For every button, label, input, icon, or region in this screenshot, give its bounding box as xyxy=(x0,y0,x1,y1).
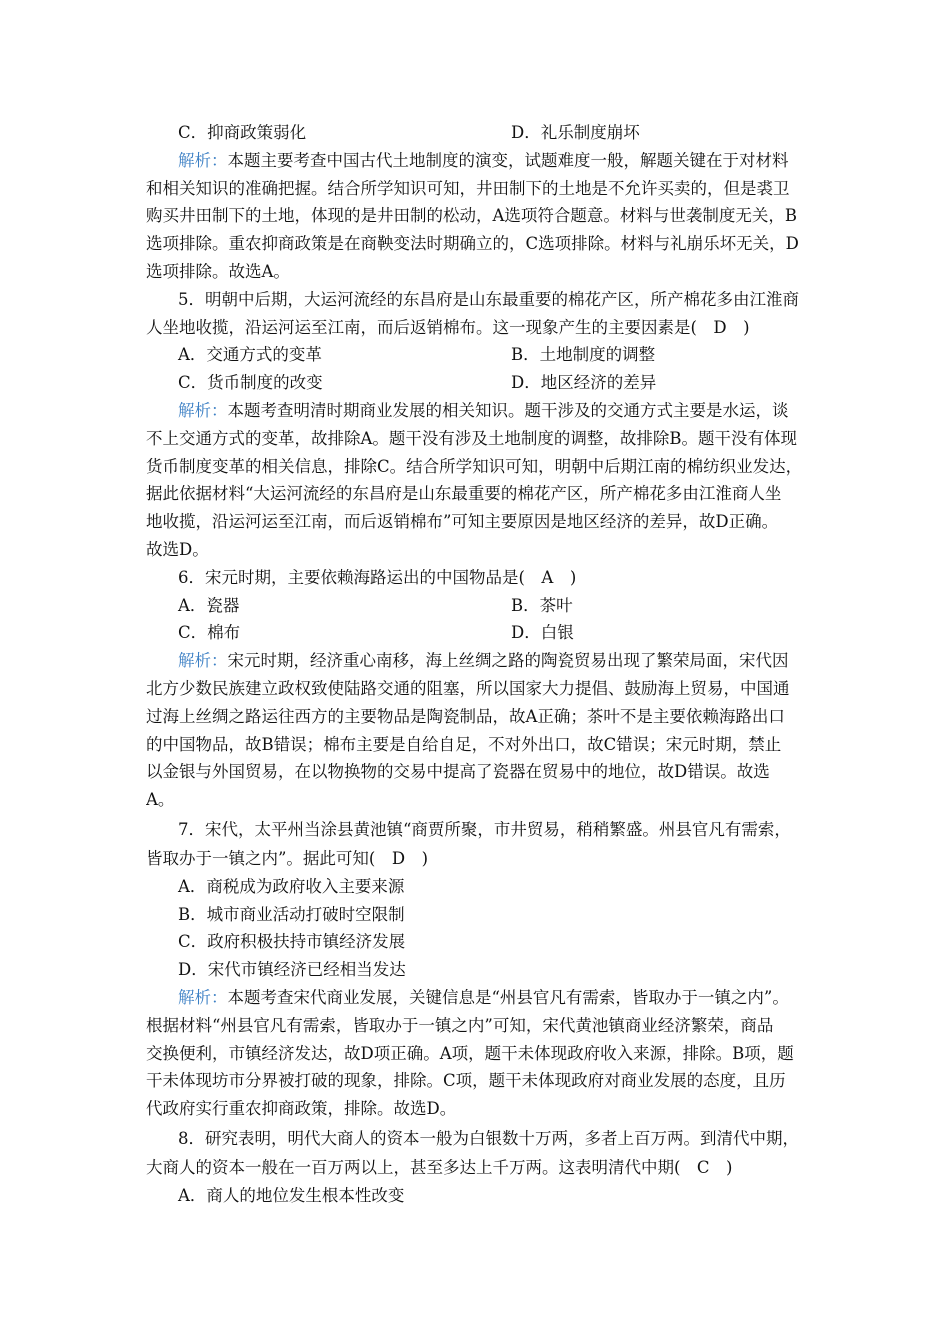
q5-options-row-cd xyxy=(146,369,818,397)
q4-analysis-line: 选项排除。重农抑商政策是在商鞅变法时期确立的，C选项排除。材料与礼崩乐坏无关，D xyxy=(146,234,799,254)
q5-option-c: C．货币制度的改变 xyxy=(178,373,323,393)
q6-analysis-line: 的中国物品，故B错误；棉布主要是自给自足，不对外出口，故C错误；宋元时期，禁止 xyxy=(146,734,782,754)
q6-option-d: D．白银 xyxy=(511,623,574,643)
q5-analysis-line: 货币制度变革的相关信息，排除C。结合所学知识可知，明朝中后期江南的棉纺织业发达， xyxy=(146,456,803,476)
q5-analysis-line: 据此依据材料“大运河流经的东昌府是山东最重要的棉花产区，所产棉花多由江淮商人坐 xyxy=(146,484,782,504)
q8-stem-line: 大商人的资本一般在一百万两以上，甚至多达上千万两。这表明清代中期( C ) xyxy=(146,1157,733,1177)
q5-option-b: B．土地制度的调整 xyxy=(511,345,656,365)
q6-stem: 6．宋元时期，主要依赖海路运出的中国物品是( A ) xyxy=(178,567,577,587)
q6-option-a: A．瓷器 xyxy=(178,595,240,615)
q5-analysis-line: 故选D。 xyxy=(146,539,209,559)
q5-analysis-line: 不上交通方式的变革，故排除A。题干没有涉及土地制度的调整，故排除B。题干没有体现 xyxy=(146,428,798,448)
q8-stem-line: 8．研究表明，明代大商人的资本一般为白银数十万两，多者上百万两。到清代中期， xyxy=(178,1128,799,1148)
q4-analysis-line: 购买井田制下的土地，体现的是井田制的松动，A选项符合题意。材料与世袭制度无关，B xyxy=(146,206,798,226)
q8-option-a: A．商人的地位发生根本性改变 xyxy=(178,1185,405,1205)
q7-option-a: A．商税成为政府收入主要来源 xyxy=(178,876,405,896)
q4-analysis-line: 选项排除。故选A。 xyxy=(146,261,290,281)
q7-analysis-line: 交换便利，市镇经济发达，故D项正确。A项，题干未体现政府收入来源，排除。B项，题 xyxy=(146,1043,794,1063)
q6-option-c: C．棉布 xyxy=(178,623,241,643)
q7-analysis-line: 解析：本题考查宋代商业发展，关键信息是“州县官凡有需索，皆取办于一镇之内”。 xyxy=(178,987,789,1007)
q6-options-row-ab xyxy=(146,592,818,620)
q5-analysis-line: 解析：本题考查明清时期商业发展的相关知识。题干涉及的交通方式主要是水运，谈 xyxy=(178,400,789,420)
q7-analysis-label: 解析： xyxy=(178,987,228,1007)
q7-option-b: B．城市商业活动打破时空限制 xyxy=(178,904,405,924)
q6-analysis-label: 解析： xyxy=(178,651,228,671)
q4-options-row-cd xyxy=(146,119,818,147)
q6-analysis-line: A。 xyxy=(146,790,175,810)
q4-option-c: C．抑商政策弱化 xyxy=(178,123,307,142)
q6-options-row-cd xyxy=(146,619,818,647)
q7-option-c: C．政府积极扶持市镇经济发展 xyxy=(178,932,406,952)
q4-option-d: D．礼乐制度崩坏 xyxy=(511,123,640,142)
q7-stem-line: 7．宋代，太平州当涂县黄池镇“商贾所聚，市井贸易，稍稍繁盛。州县官凡有需索， xyxy=(178,819,791,839)
q7-analysis-line: 根据材料“州县官凡有需索，皆取办于一镇之内”可知，宋代黄池镇商业经济繁荣，商品 xyxy=(146,1015,774,1035)
q7-option-d: D．宋代市镇经济已经相当发达 xyxy=(178,960,406,980)
q5-stem-line: 5．明朝中后期，大运河流经的东昌府是山东最重要的棉花产区，所产棉花多由江淮商 xyxy=(178,289,799,309)
q5-options-row-ab xyxy=(146,341,818,369)
q6-option-b: B．茶叶 xyxy=(511,595,573,615)
q5-stem-line: 人坐地收揽，沿运河运至江南，而后返销棉布。这一现象产生的主要因素是( D ) xyxy=(146,317,750,337)
q4-analysis-label: 解析： xyxy=(178,150,228,170)
q5-analysis-label: 解析： xyxy=(178,400,228,420)
q6-analysis-line: 解析：宋元时期，经济重心南移，海上丝绸之路的陶瓷贸易出现了繁荣局面，宋代因 xyxy=(178,651,789,671)
q6-analysis-line: 过海上丝绸之路运往西方的主要物品是陶瓷制品，故A正确；茶叶不是主要依赖海路出口 xyxy=(146,706,785,726)
q5-option-d: D．地区经济的差异 xyxy=(511,373,657,393)
q7-stem-line: 皆取办于一镇之内”。据此可知( D ) xyxy=(146,848,429,868)
q6-analysis-line: 以金银与外国贸易，在以物换物的交易中提高了瓷器在贸易中的地位，故D错误。故选 xyxy=(146,762,770,782)
page-content xyxy=(146,119,818,1209)
q5-option-a: A．交通方式的变革 xyxy=(178,345,322,365)
q7-analysis-line: 干未体现坊市分界被打破的现象，排除。C项，题干未体现政府对商业发展的态度，且历 xyxy=(146,1071,786,1091)
q4-analysis-line: 和相关知识的准确把握。结合所学知识可知，井田制下的土地是不允许买卖的，但是裘卫 xyxy=(146,178,790,198)
q6-analysis-line: 北方少数民族建立政权致使陆路交通的阻塞，所以国家大力提倡、鼓励海上贸易，中国通 xyxy=(146,678,790,698)
q5-analysis-line: 地收揽，沿运河运至江南，而后返销棉布”可知主要原因是地区经济的差异，故D正确。 xyxy=(146,512,779,532)
q7-analysis-line: 代政府实行重农抑商政策，排除。故选D。 xyxy=(146,1099,457,1119)
q4-analysis-line: 解析：本题主要考查中国古代土地制度的演变，试题难度一般，解题关键在于对材料 xyxy=(178,150,789,170)
